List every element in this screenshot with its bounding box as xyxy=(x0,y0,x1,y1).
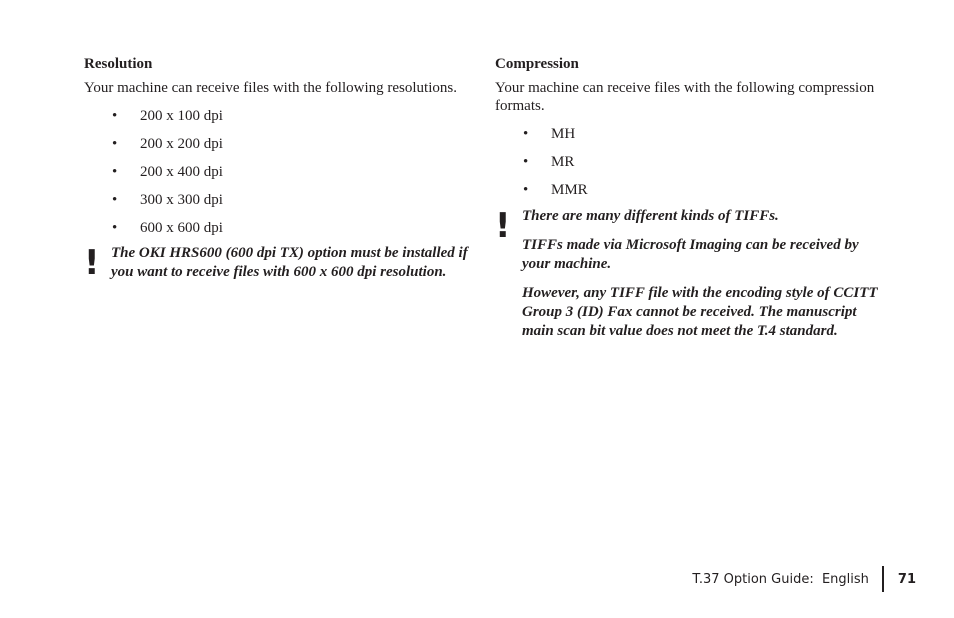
resolution-intro: Your machine can receive files with the following resolutions. xyxy=(84,80,457,96)
resolution-section xyxy=(84,55,476,282)
page-footer xyxy=(692,566,916,592)
compression-intro: Your machine can receive files with the following compression formats. xyxy=(495,80,875,114)
bullet-icon: • xyxy=(112,192,118,208)
compression-note xyxy=(495,207,887,341)
compression-section xyxy=(495,55,887,341)
guide-title: T.37 Option Guide: English xyxy=(692,571,869,587)
compression-heading: Compression xyxy=(495,56,579,72)
list-item: • MR xyxy=(523,154,575,170)
bullet-icon: • xyxy=(112,164,118,180)
resolution-list xyxy=(84,107,476,247)
list-item: • MMR xyxy=(523,182,588,198)
bullet-icon: • xyxy=(112,136,118,152)
compression-list xyxy=(495,125,887,209)
list-item: • 200 x 400 dpi xyxy=(112,164,223,180)
bullet-icon: • xyxy=(112,220,118,236)
resolution-note xyxy=(84,244,476,282)
bullet-icon: • xyxy=(523,154,529,170)
footer-divider xyxy=(882,566,884,592)
note-text: However, any TIFF file with the encoding style of CCITT Group 3 (ID) Fax cannot be received. The manuscript main scan bit value does not meet the T.4 standard. xyxy=(522,285,878,339)
list-item: • 200 x 200 dpi xyxy=(112,136,223,152)
exclamation-icon: ! xyxy=(495,206,511,246)
page-number: 71 xyxy=(897,571,916,587)
resolution-heading: Resolution xyxy=(84,56,153,72)
note-text: TIFFs made via Microsoft Imaging can be received by your machine. xyxy=(522,237,859,272)
bullet-icon: • xyxy=(523,182,529,198)
list-item: • 200 x 100 dpi xyxy=(112,108,223,124)
bullet-icon: • xyxy=(523,126,529,142)
list-item: • 600 x 600 dpi xyxy=(112,220,223,236)
note-text: The OKI HRS600 (600 dpi TX) option must be installed if you want to receive files with 600 x 600 dpi resolution. xyxy=(111,245,468,280)
list-item: • MH xyxy=(523,126,576,142)
list-item: • 300 x 300 dpi xyxy=(112,192,223,208)
bullet-icon: • xyxy=(112,108,118,124)
note-text: There are many different kinds of TIFFs. xyxy=(522,208,779,224)
exclamation-icon: ! xyxy=(84,243,100,283)
